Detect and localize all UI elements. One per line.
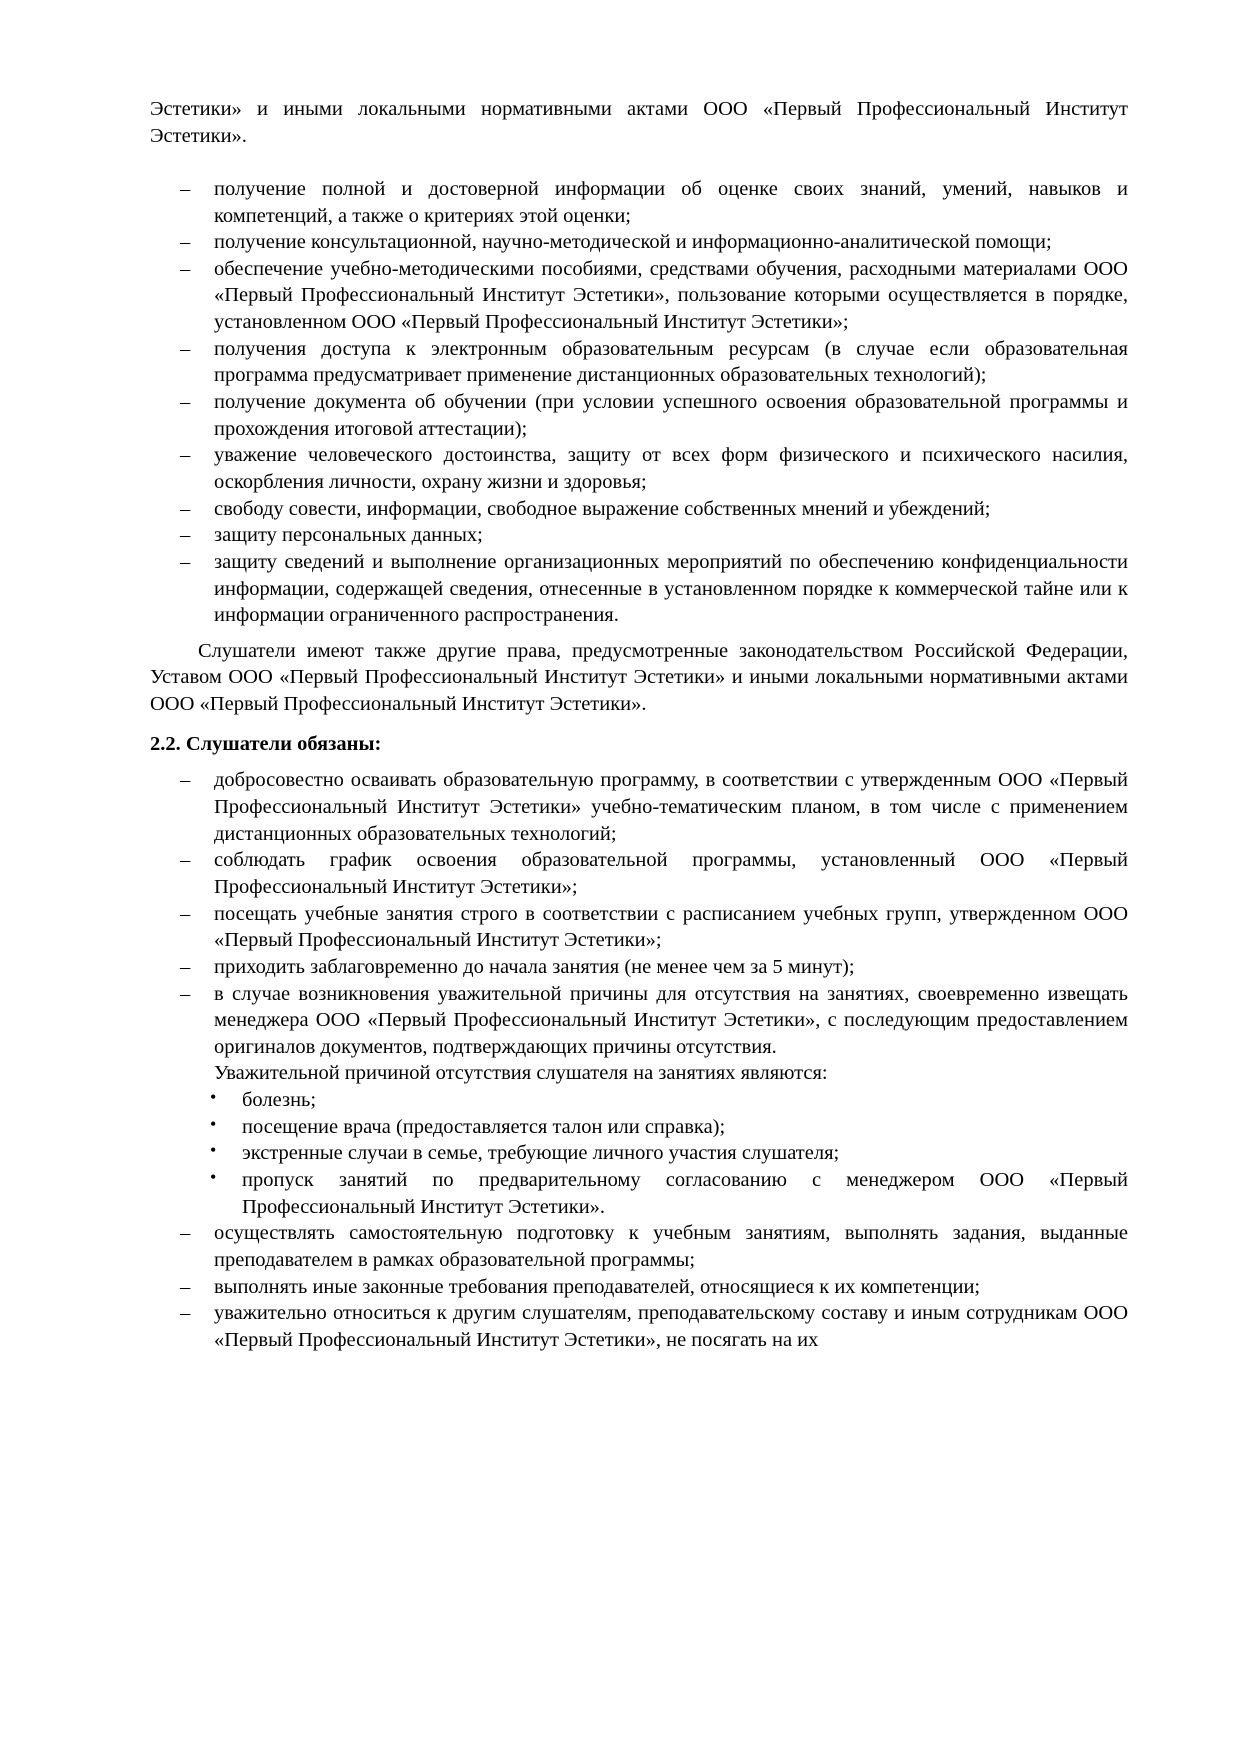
- list-item: – соблюдать график освоения образовательной программы, установленный ООО «Первый Профессиональный Институт Эстетики»;: [172, 847, 1128, 900]
- list-item: – посещать учебные занятия строго в соответствии с расписанием учебных групп, утвержденном ООО «Первый Профессиональный Институт Эстетики»;: [172, 901, 1128, 954]
- valid-reasons-intro: Уважительной причиной отсутствия слушателя на занятиях являются:: [214, 1062, 828, 1085]
- list-item: – защиту персональных данных;: [172, 522, 1128, 549]
- section-heading-2-2: 2.2. Слушатели обязаны:: [150, 732, 382, 755]
- list-item: – защиту сведений и выполнение организационных мероприятий по обеспечению конфиденциальности информации, содержащей сведения, отнесенные в установленном порядке к коммерческой тайне или к информации ограниченного распространения.: [172, 549, 1128, 629]
- list-item: – получение полной и достоверной информации об оценке своих знаний, умений, навыков и компетенций, а также о критериях этой оценки;: [172, 176, 1128, 229]
- rights-list: [150, 176, 1128, 629]
- list-item: – уважение человеческого достоинства, защиту от всех форм физического и психического насилия, оскорбления личности, охрану жизни и здоровья;: [172, 442, 1128, 495]
- list-item: – обеспечение учебно-методическими пособиями, средствами обучения, расходными материалами ООО «Первый Профессиональный Институт Эстетики», пользование которыми осуществляется в порядке, установленном ООО «Первый Профессиональный Институт Эстетики»;: [172, 256, 1128, 336]
- duties-list-part2: [150, 1220, 1128, 1353]
- list-item: • болезнь;: [198, 1087, 1128, 1114]
- list-item: – добросовестно осваивать образовательную программу, в соответствии с утвержденным ООО «Первый Профессиональный Институт Эстетики» учебно-тематическим планом, в том числе с применением дистанционных образовательных технологий;: [172, 767, 1128, 847]
- list-item: – приходить заблаговременно до начала занятия (не менее чем за 5 минут);: [172, 954, 1128, 981]
- list-item: – в случае возникновения уважительной причины для отсутствия на занятиях, своевременно извещать менеджера ООО «Первый Профессиональный Институт Эстетики», с последующим предоставлением оригиналов документов, подтверждающих причины отсутствия.: [172, 981, 1128, 1061]
- list-item: – получение документа об обучении (при условии успешного освоения образовательной программы и прохождения итоговой аттестации);: [172, 389, 1128, 442]
- list-item: – свободу совести, информации, свободное выражение собственных мнений и убеждений;: [172, 496, 1128, 523]
- list-item: – выполнять иные законные требования преподавателей, относящиеся к их компетенции;: [172, 1274, 1128, 1301]
- list-item: – осуществлять самостоятельную подготовку к учебным занятиям, выполнять задания, выданные преподавателем в рамках образовательной программы;: [172, 1220, 1128, 1273]
- list-item: • экстренные случаи в семье, требующие личного участия слушателя;: [198, 1140, 1128, 1167]
- duties-list-part1: [150, 767, 1128, 1060]
- valid-reasons-list: [150, 1087, 1128, 1220]
- document-body: [150, 96, 1128, 1353]
- list-item: – уважительно относиться к другим слушателям, преподавательскому составу и иным сотрудникам ООО «Первый Профессиональный Институт Эстетики», не посягать на их: [172, 1300, 1128, 1353]
- list-item: – получения доступа к электронным образовательным ресурсам (в случае если образовательная программа предусматривает применение дистанционных образовательных технологий);: [172, 336, 1128, 389]
- list-item: • посещение врача (предоставляется талон или справка);: [198, 1114, 1128, 1141]
- top-paragraph: Эстетики» и иными локальными нормативными актами ООО «Первый Профессиональный Институт Эстетики».: [150, 98, 1128, 147]
- list-item: – получение консультационной, научно-методической и информационно-аналитической помощи;: [172, 229, 1128, 256]
- other-rights-paragraph: Слушатели имеют также другие права, предусмотренные законодательством Российской Федерации, Уставом ООО «Первый Профессиональный Институт Эстетики» и иными локальными нормативными актами ООО «Первый Профессиональный Институт Эстетики».: [150, 639, 1128, 716]
- list-item: • пропуск занятий по предварительному согласованию с менеджером ООО «Первый Профессиональный Институт Эстетики».: [198, 1167, 1128, 1220]
